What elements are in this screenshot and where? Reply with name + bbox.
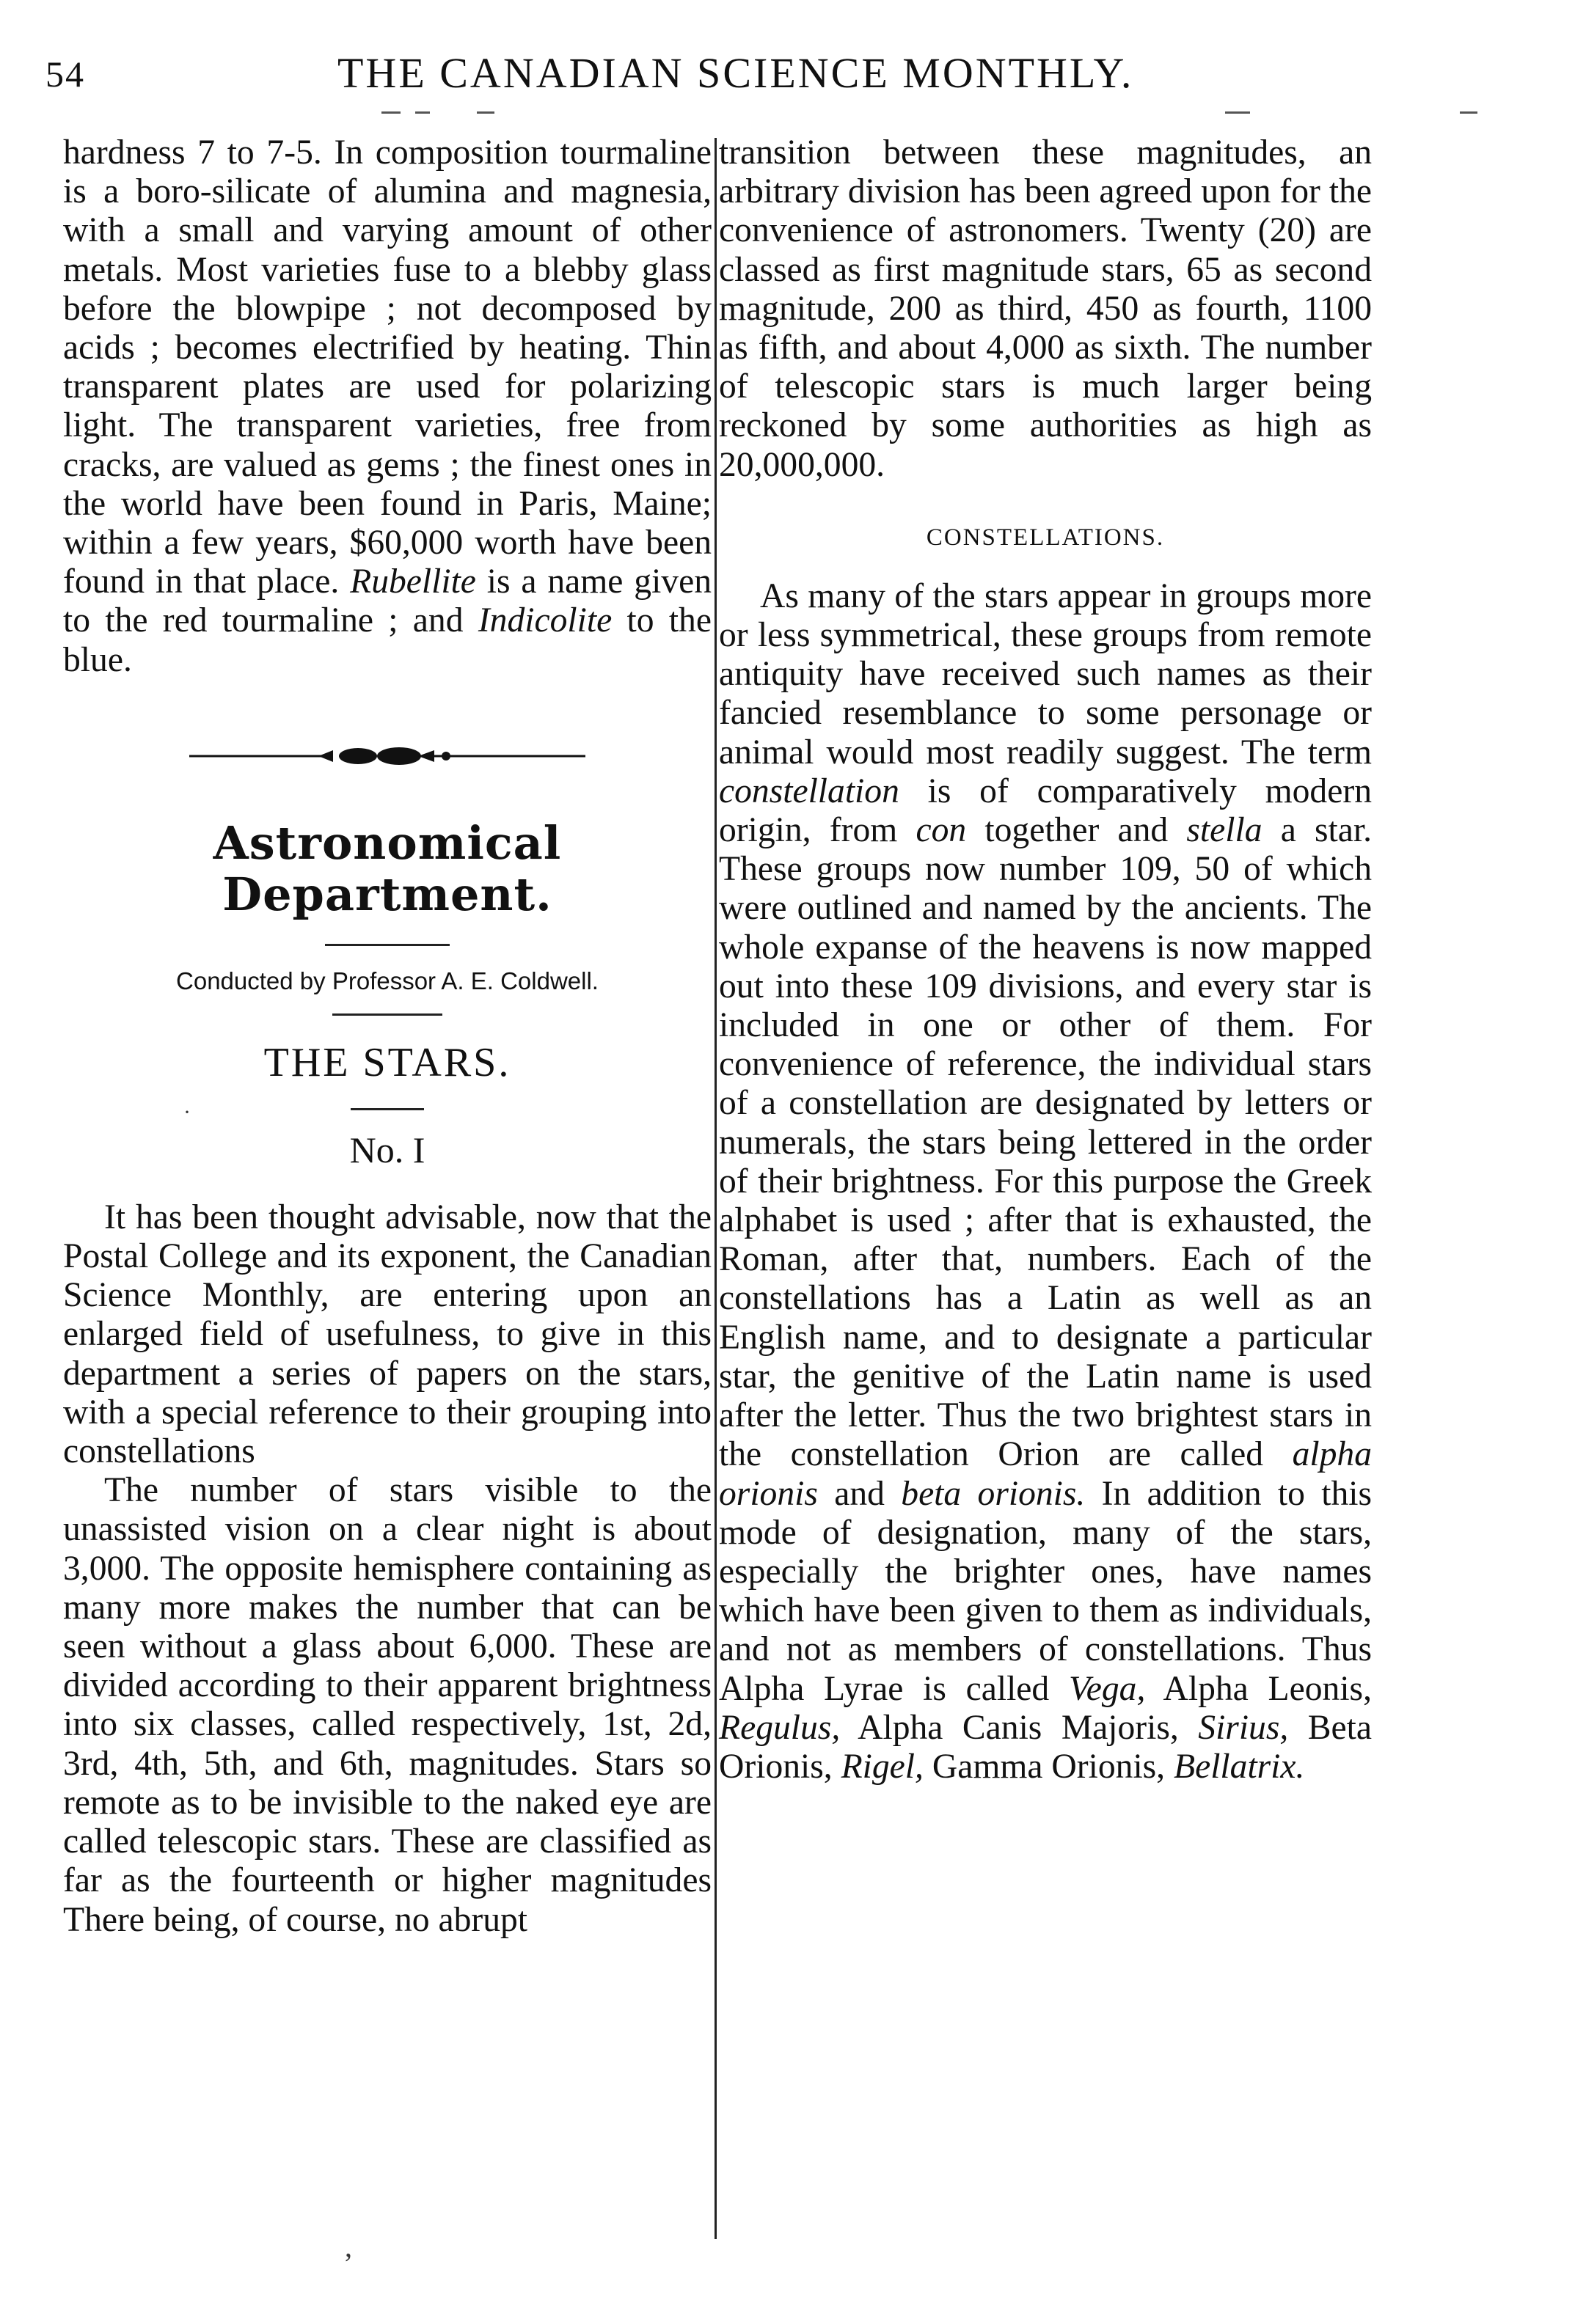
byline-rule <box>332 1013 442 1016</box>
right-column <box>719 133 1372 1786</box>
term-indicolite: Indicolite <box>478 601 613 640</box>
running-title: THE CANADIAN SCIENCE MONTHLY. <box>337 49 1134 97</box>
article-number: No. I <box>349 1129 425 1170</box>
term-bellatrix: Bellatrix. <box>1174 1747 1305 1786</box>
term-sirius: Sirius, <box>1198 1708 1289 1747</box>
term-rubellite: Rubellite <box>350 562 476 601</box>
left-column <box>63 133 712 1940</box>
article-title-rule <box>351 1108 424 1110</box>
paragraph-star-count-continued: transition between these magnitudes, an arbitrary division has been agreed upon for the convenience of astronomers. Twenty (20) are classed as first magnitude stars, 65 as second magnitude, 200 as third, 450 as fourth, 1100 as fifth, and about 4,000 as sixth. The number of telescopic stars is much larger being reckoned by some authorities as high as 20,000,000. <box>719 133 1372 484</box>
stray-ink-dot: · <box>183 1100 191 1124</box>
column-divider <box>715 138 717 2239</box>
header-smudge-marks <box>381 111 1555 116</box>
paragraph-star-count: The number of stars visible to the unassisted vision on a clear night is about 3,000. The opposite hemisphere containing as many more makes the number that can be seen without a glass about 6,000. These are divided according to their apparent brightness into six classes, called respectively, 1st, 2d, 3rd, 4th, 5th, and 6th, magnitudes. Stars so remote as to be invisible to the naked eye are called telescopic stars. These are classified as far as the fourteenth or higher magnitudes There being, of course, no abrupt <box>63 1471 712 1939</box>
page-number: 54 <box>45 54 85 95</box>
title-rule <box>325 944 450 946</box>
paragraph-intro: It has been thought advisable, now that the Postal College and its exponent, the Canadian Science Monthly, are entering upon an enlarged field of usefulness, to give in this department a series of papers on the stars, with a special reference to their grouping into constellations <box>63 1198 712 1471</box>
term-regulus: Regulus, <box>719 1708 841 1747</box>
term-con: con <box>916 811 967 850</box>
paragraph-constellations: As many of the stars appear in groups more or less symmetrical, these groups from remote antiquity have received such names as their fancied resemblance to some personage or animal would most readily suggest. The term constellation is of comparatively modern origin, from con together and stella a star. These groups now number 109, 50 of which were outlined and named by the ancients. The whole expanse of the heavens is now mapped out into these 109 divisions, and every star is included in one or other of them. For convenience of reference, the individual stars of a constellation are designated by letters or numerals, the stars being lettered in the order of their brightness. For this purpose the Greek alphabet is used ; after that is exhausted, the Roman, after that, numbers. Each of the constellations has a Latin as well as an English name, and to designate a particular star, the genitive of the Latin name is used after the letter. Thus the two brightest stars in the constellation Orion are called alpha orionis and beta orionis. In addition to this mode of designation, many of the stars, especially the brighter ones, have names which have been given to them as individuals, and not as members of constellations. Thus Alpha Lyrae is called Vega, Alpha Leonis, Regulus, Alpha Canis Majoris, Sirius, Beta Orionis, Rigel, Gamma Orionis, Bellatrix. <box>719 576 1373 1786</box>
ornament-divider <box>189 743 585 769</box>
term-rigel: Rigel, <box>841 1747 924 1786</box>
department-title: Astronomical Department. <box>213 815 562 921</box>
stray-ink-mark: , <box>345 2230 352 2263</box>
term-alpha-orionis: alpha orionis <box>719 1435 1372 1513</box>
term-constellation: constellation <box>719 771 899 810</box>
term-beta-orionis: beta orionis. <box>901 1474 1086 1513</box>
term-stella: stella <box>1186 811 1262 850</box>
tourmaline-continuation: hardness 7 to 7-5. In composition tourmaline is a boro-silicate of alumina and magnesia, with a small and varying amount of other metals. Most varieties fuse to a blebby glass before the blowpipe ; not decomposed by acids ; becomes electrified by heating. Thin transparent plates are used for polarizing light. The transparent varieties, free from cracks, are valued as gems ; the finest ones in the world have been found in Paris, Maine; within a few years, $60,000 worth have been found in that place. Rubellite is a name given to the red tourmaline ; and Indicolite to the blue. <box>63 133 712 679</box>
conducted-by-line: Conducted by Professor A. E. Coldwell. <box>176 967 599 994</box>
section-heading-constellations: CONSTELLATIONS. <box>926 524 1165 551</box>
page-header <box>0 43 1575 123</box>
article-title: THE STARS. <box>263 1039 511 1085</box>
term-vega: Vega, <box>1068 1669 1146 1708</box>
